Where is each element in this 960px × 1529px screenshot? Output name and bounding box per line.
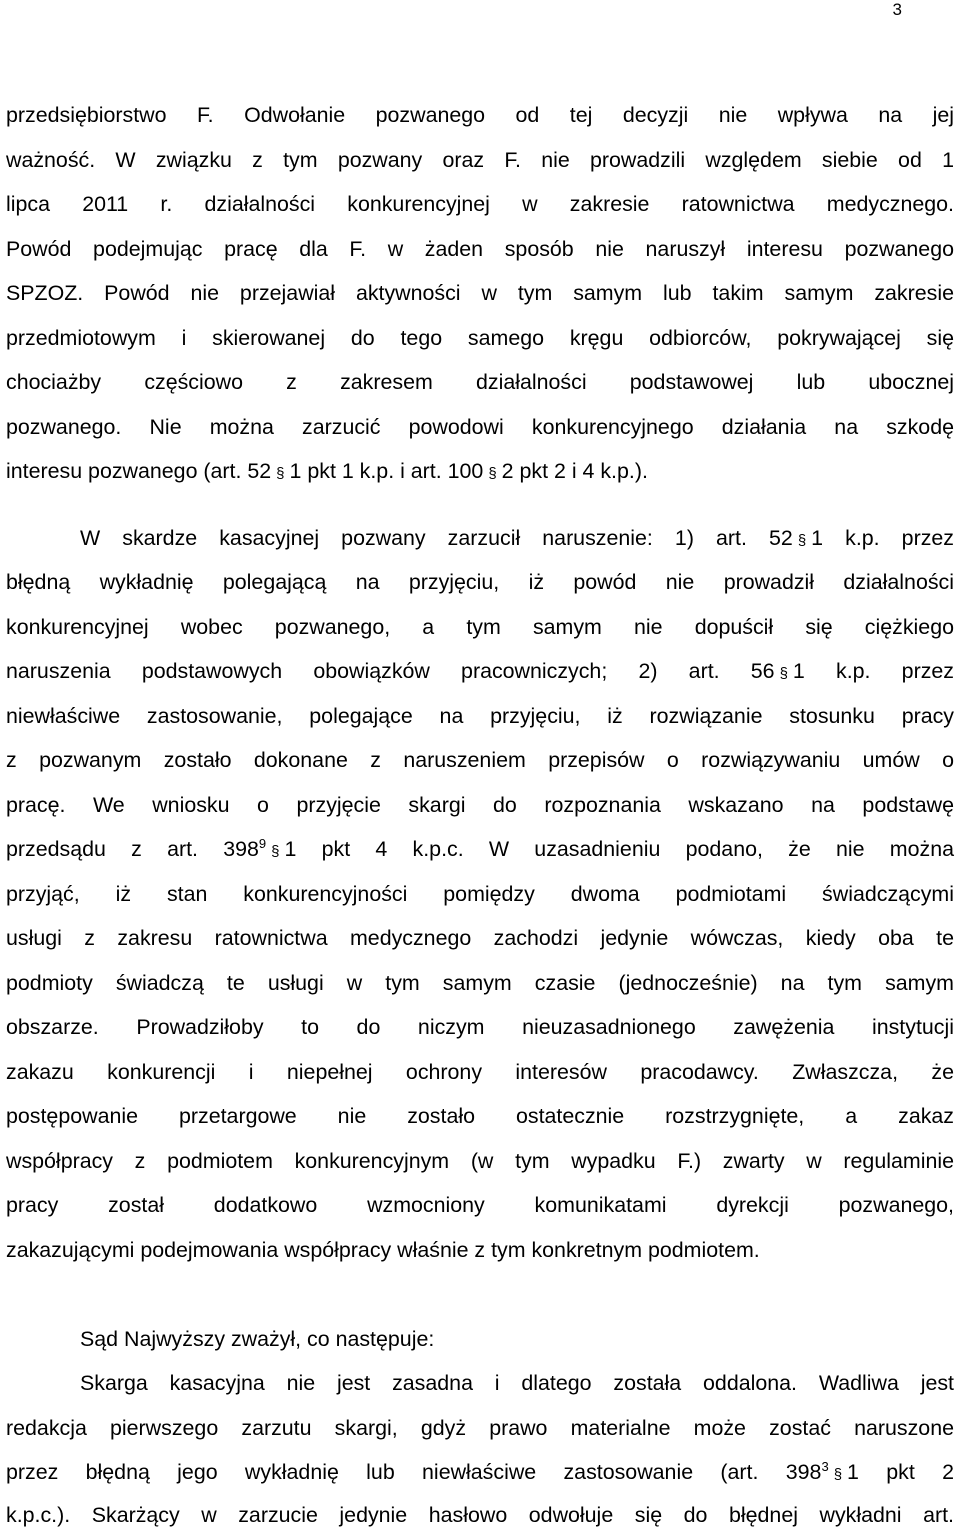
text-line: obszarze. Prowadziłoby to do niczym nieuzasadnionego zawężenia instytucji (6, 1015, 954, 1039)
text-line: chociażby częściowo z zakresem działalności podstawowej lub ubocznej (6, 370, 954, 394)
text-line: przez błędną jego wykładnię lub niewłaściwe zastosowanie (art. $398^3$ § 1 pkt 2 (6, 1458, 954, 1484)
text-line: interesu pozwanego (art. 52 § 1 pkt 1 k.p. i art. 100 § 2 pkt 2 i 4 k.p.). (6, 459, 648, 483)
text-line: przedmiotowym i skierowanej do tego samego kręgu odbiorców, pokrywającej się (6, 326, 954, 350)
text-line: konkurencyjnej wobec pozwanego, a tym samym nie dopuścił się ciężkiego (6, 615, 954, 639)
text-line: przedsiębiorstwo F. Odwołanie pozwanego od tej decyzji nie wpływa na jej (6, 103, 954, 127)
section-sign: § (276, 465, 285, 482)
text-line: Skarga kasacyjna nie jest zasadna i dlatego została oddalona. Wadliwa jest (80, 1371, 954, 1395)
text-line: pozwanego. Nie można zarzucić powodowi konkurencyjnego działania na szkodę (6, 415, 954, 439)
text-line: SPZOZ. Powód nie przejawiał aktywności w tym samym lub takim samym zakresie (6, 281, 954, 305)
section-sign: § (797, 532, 807, 549)
section-sign: § (833, 1466, 843, 1483)
section-sign: § (779, 665, 788, 682)
superscript: 9 (258, 835, 267, 851)
section-sign: § (271, 843, 280, 860)
text-line: błędną wykładnię polegającą na przyjęciu, iż powód nie prowadził działalności (6, 570, 954, 594)
text-line: przedsądu z art. $398^9$ § 1 pkt 4 k.p.c. W uzasadnieniu podano, że nie można (6, 835, 954, 861)
text-line: naruszenia podstawowych obowiązków pracowniczych; 2) art. 56 § 1 k.p. przez (6, 659, 954, 683)
text-line: postępowanie przetargowe nie zostało ostatecznie rozstrzygnięte, a zakaz (6, 1104, 954, 1128)
section-sign: § (488, 465, 497, 482)
text-line: zakazującymi podejmowania współpracy właśnie z tym konkretnym podmiotem. (6, 1238, 760, 1262)
text-line: lipca 2011 r. działalności konkurencyjnej w zakresie ratownictwa medycznego. (6, 192, 954, 216)
superscript: 3 (821, 1458, 829, 1474)
text-line: k.p.c.). Skarżący w zarzucie jedynie hasłowo odwołuje się do błędnej wykładni art. (6, 1503, 954, 1527)
text-line: Powód podejmując pracę dla F. w żaden sposób nie naruszył interesu pozwanego (6, 237, 954, 261)
text-line: współpracy z podmiotem konkurencyjnym (w tym wypadku F.) zwarty w regulaminie (6, 1149, 954, 1173)
text-line: niewłaściwe zastosowanie, polegające na przyjęciu, iż rozwiązanie stosunku pracy (6, 704, 954, 728)
text-line: pracy został dodatkowo wzmocniony komunikatami dyrekcji pozwanego, (6, 1193, 954, 1217)
text-line: z pozwanym zostało dokonane z naruszeniem przepisów o rozwiązywaniu umów o (6, 748, 954, 772)
text-line: ważność. W związku z tym pozwany oraz F. nie prowadzili względem siebie od 1 (6, 148, 954, 172)
text-line: pracę. We wniosku o przyjęcie skargi do rozpoznania wskazano na podstawę (6, 793, 954, 817)
page-number: 3 (892, 0, 902, 19)
text-line: W skardze kasacyjnej pozwany zarzucił naruszenie: 1) art. 52 § 1 k.p. przez (80, 526, 954, 550)
text-line: Sąd Najwyższy zważył, co następuje: (80, 1327, 435, 1351)
text-line: zakazu konkurencji i niepełnej ochrony interesów pracodawcy. Zwłaszcza, że (6, 1060, 954, 1084)
text-line: usługi z zakresu ratownictwa medycznego zachodzi jedynie wówczas, kiedy oba te (6, 926, 954, 950)
text-line: przyjąć, iż stan konkurencyjności pomiędzy dwoma podmiotami świadczącymi (6, 882, 954, 906)
text-line: redakcja pierwszego zarzutu skargi, gdyż prawo materialne może zostać naruszone (6, 1416, 954, 1440)
text-line: podmioty świadczą te usługi w tym samym czasie (jednocześnie) na tym samym (6, 971, 954, 995)
